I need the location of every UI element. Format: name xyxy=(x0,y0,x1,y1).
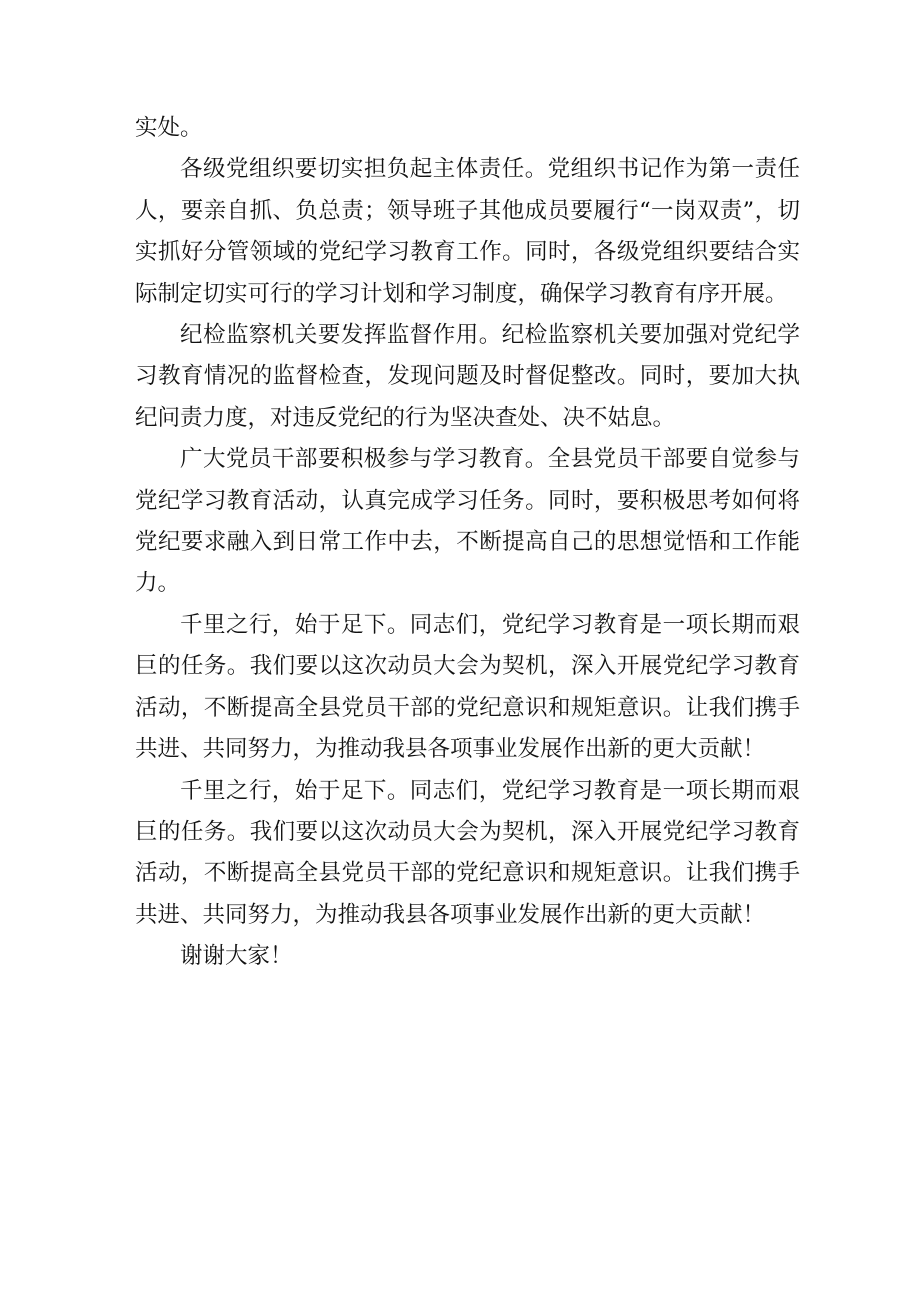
paragraph-party-members: 广大党员干部要积极参与学习教育。全县党员干部要自觉参与党纪学习教育活动，认真完成学习任务。同时，要积极思考如何将党纪要求融入到日常工作中去，不断提高自己的思想觉悟和工作能力。 xyxy=(135,446,800,597)
paragraph-party-organizations: 各级党组织要切实担负起主体责任。党组织书记作为第一责任人，要亲自抓、负总责；领导班子其他成员要履行“一岗双责”，切实抓好分管领域的党纪学习教育工作。同时，各级党组织要结合实际制定切实可行的学习计划和学习制度，确保学习教育有序开展。 xyxy=(135,156,800,307)
paragraph-thanks: 谢谢大家！ xyxy=(180,943,293,970)
paragraph-discipline-inspection: 纪检监察机关要发挥监督作用。纪检监察机关要加强对党纪学习教育情况的监督检查，发现问题及时督促整改。同时，要加大执纪问责力度，对违反党纪的行为坚决查处、决不姑息。 xyxy=(135,322,800,431)
paragraph-closing: 千里之行，始于足下。同志们，党纪学习教育是一项长期而艰巨的任务。我们要以这次动员大会为契机，深入开展党纪学习教育活动，不断提高全县党员干部的党纪意识和规矩意识。让我们携手共进、共同努力，为推动我县各项事业发展作出新的更大贡献！ xyxy=(135,611,800,763)
paragraph-closing-repeat: 千里之行，始于足下。同志们，党纪学习教育是一项长期而艰巨的任务。我们要以这次动员大会为契机，深入开展党纪学习教育活动，不断提高全县党员干部的党纪意识和规矩意识。让我们携手共进、共同努力，为推动我县各项事业发展作出新的更大贡献！ xyxy=(135,777,800,928)
paragraph-continuation: 实处。 xyxy=(135,115,203,141)
document-body xyxy=(135,108,800,978)
